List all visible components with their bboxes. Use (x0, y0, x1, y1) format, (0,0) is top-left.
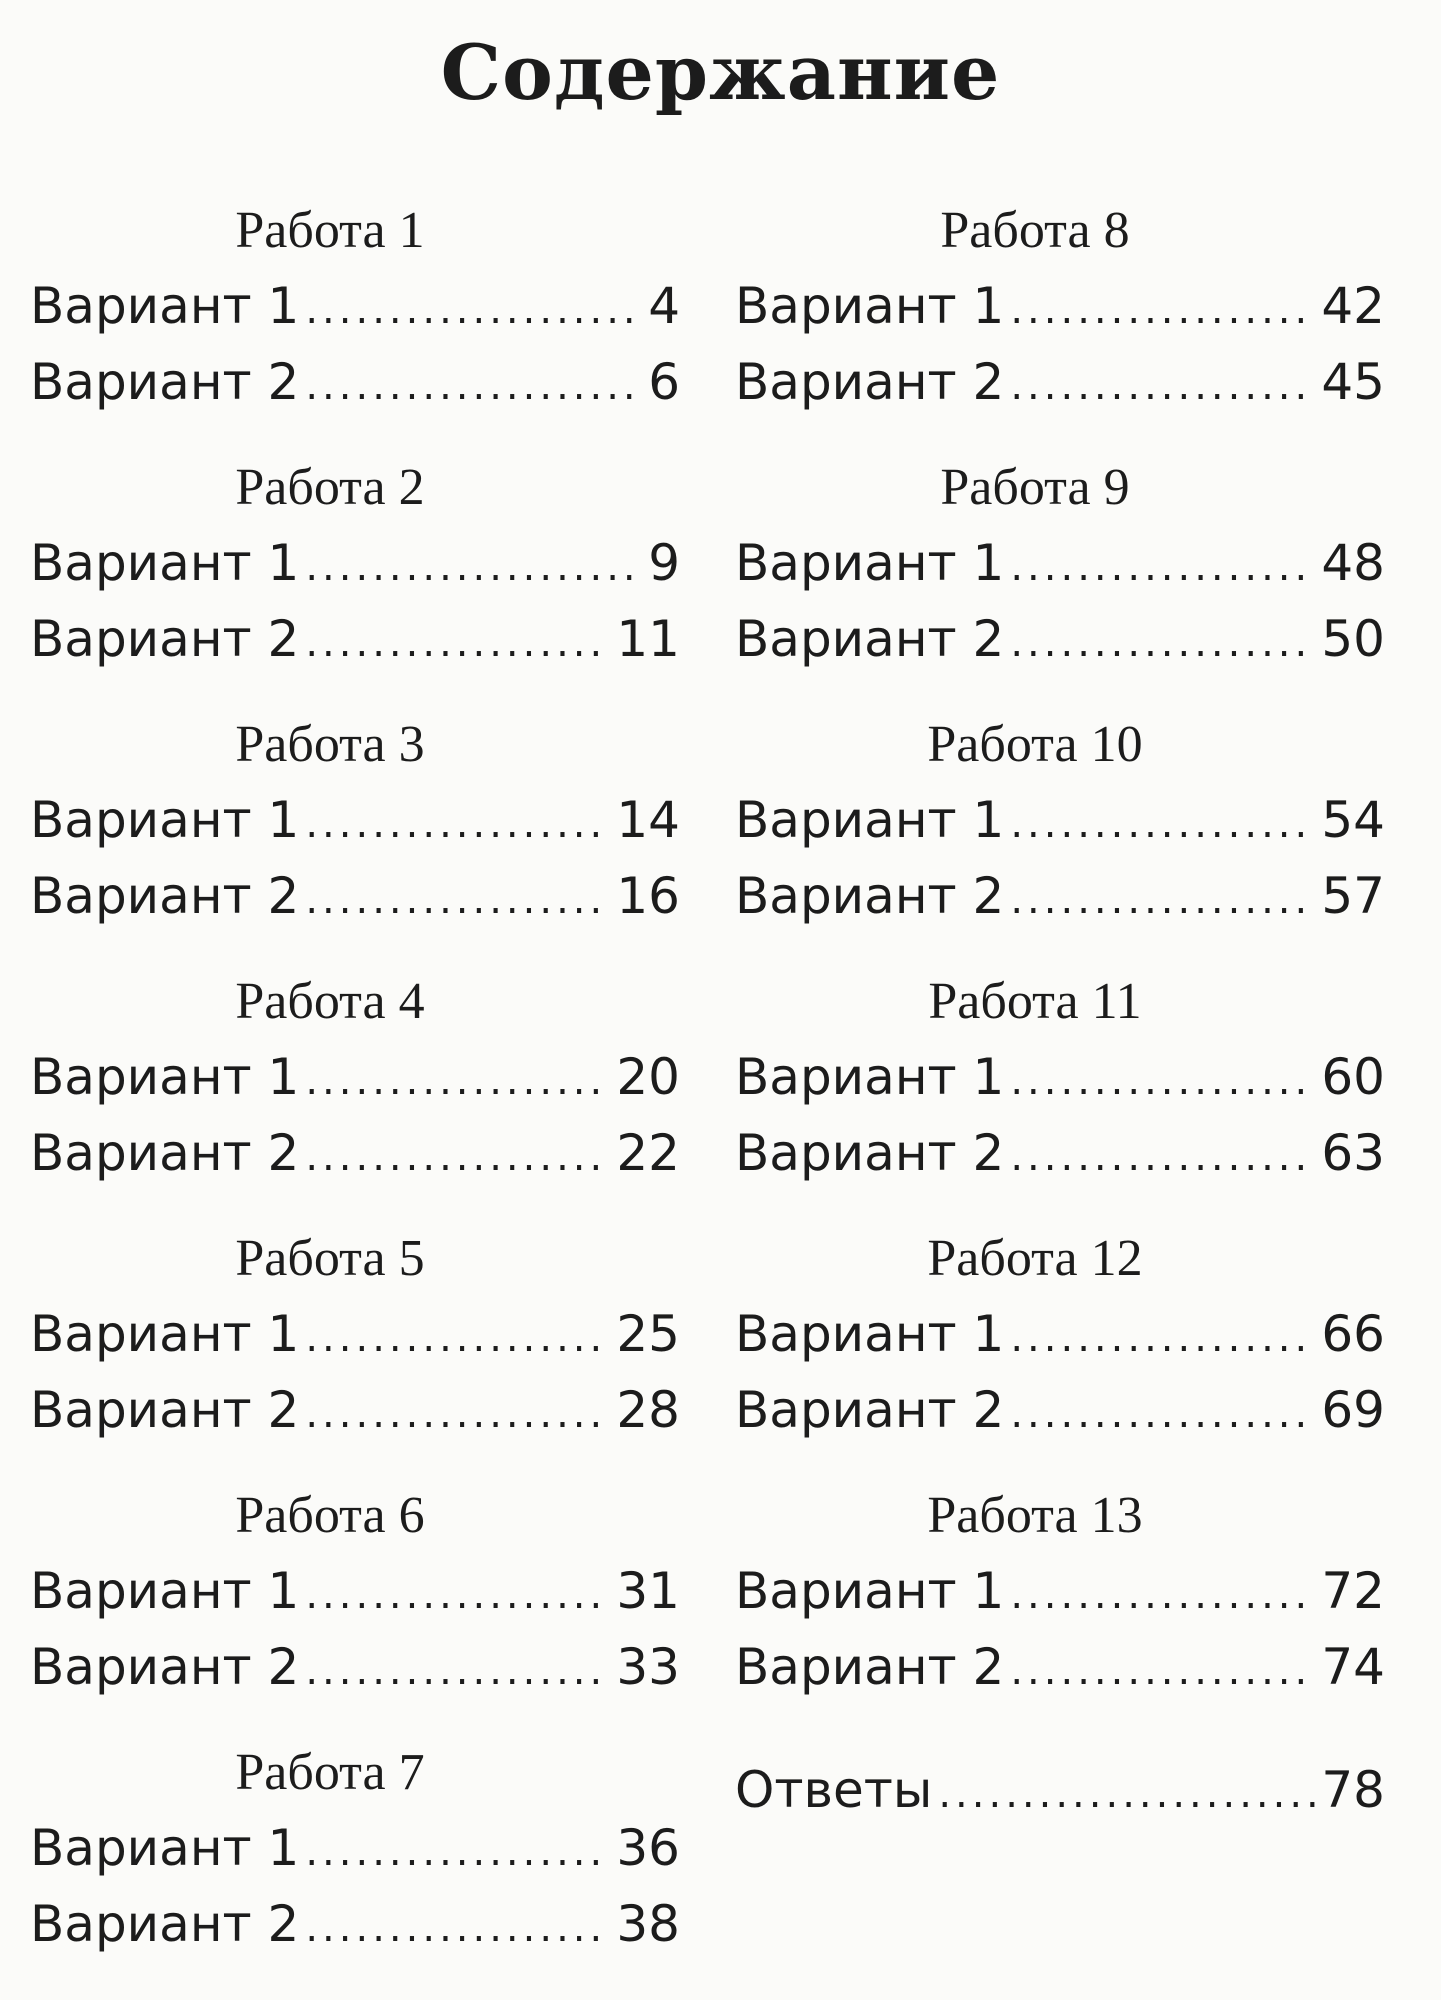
entry-page-number: 54 (1321, 791, 1385, 849)
dot-leader (1010, 1043, 1315, 1119)
toc-entry[interactable] (30, 1296, 680, 1372)
dot-leader (305, 1557, 610, 1633)
entry-page-number: 14 (616, 791, 680, 849)
toc-section (735, 457, 1385, 714)
entry-label: Вариант 1 (30, 534, 300, 592)
entry-page-number: 4 (648, 277, 680, 335)
section-title: Работа 9 (940, 459, 1130, 516)
entry-label: Ответы (735, 1761, 933, 1819)
section-title: Работа 12 (927, 1230, 1143, 1287)
toc-entry[interactable] (30, 1629, 680, 1705)
entry-page-number: 25 (616, 1305, 680, 1363)
section-title: Работа 3 (235, 716, 425, 773)
dot-leader (305, 529, 642, 605)
toc-entry[interactable] (30, 1810, 680, 1886)
entry-page-number: 74 (1321, 1638, 1385, 1696)
toc-section (30, 1228, 680, 1485)
entry-label: Вариант 1 (30, 791, 300, 849)
page-title: Содержание (440, 28, 1001, 117)
entry-label: Вариант 2 (735, 353, 1005, 411)
section-title: Работа 11 (928, 973, 1142, 1030)
dot-leader (305, 272, 642, 348)
section-title: Работа 5 (235, 1230, 425, 1287)
toc-entry[interactable] (735, 1372, 1385, 1448)
entry-page-number: 78 (1321, 1761, 1385, 1819)
section-title: Работа 2 (235, 459, 425, 516)
toc-section (30, 714, 680, 971)
toc-entry[interactable] (735, 268, 1385, 344)
dot-leader (305, 1043, 610, 1119)
dot-leader (1010, 348, 1315, 424)
entry-label: Вариант 1 (735, 1562, 1005, 1620)
toc-entry[interactable] (735, 601, 1385, 677)
toc-entry[interactable] (735, 344, 1385, 420)
entry-label: Вариант 1 (30, 277, 300, 335)
dot-leader (305, 1300, 610, 1376)
toc-entry[interactable] (30, 1039, 680, 1115)
toc-section (30, 971, 680, 1228)
entry-page-number: 63 (1321, 1124, 1385, 1182)
entry-label: Вариант 1 (735, 791, 1005, 849)
section-title: Работа 4 (235, 973, 425, 1030)
entry-page-number: 48 (1321, 534, 1385, 592)
dot-leader (305, 1119, 610, 1195)
toc-entry[interactable] (735, 1115, 1385, 1191)
toc-section (735, 714, 1385, 971)
entry-label: Вариант 1 (735, 534, 1005, 592)
dot-leader (1010, 1300, 1315, 1376)
entry-page-number: 28 (616, 1381, 680, 1439)
toc-right-column (735, 200, 1385, 1828)
section-title: Работа 6 (235, 1487, 425, 1544)
entry-page-number: 9 (648, 534, 680, 592)
entry-label: Вариант 2 (30, 610, 300, 668)
entry-page-number: 69 (1321, 1381, 1385, 1439)
dot-leader (305, 1633, 610, 1709)
entry-label: Вариант 2 (735, 1381, 1005, 1439)
toc-section (30, 200, 680, 457)
entry-page-number: 72 (1321, 1562, 1385, 1620)
toc-section (735, 200, 1385, 457)
toc-section (735, 1228, 1385, 1485)
toc-section (735, 971, 1385, 1228)
section-title: Работа 1 (235, 202, 425, 259)
section-title: Работа 8 (940, 202, 1130, 259)
dot-leader (1010, 1633, 1315, 1709)
toc-entry[interactable] (30, 344, 680, 420)
entry-page-number: 33 (616, 1638, 680, 1696)
toc-section (735, 1485, 1385, 1742)
entry-label: Вариант 2 (30, 353, 300, 411)
entry-page-number: 22 (616, 1124, 680, 1182)
toc-section (30, 457, 680, 714)
toc-entry[interactable] (30, 1553, 680, 1629)
entry-label: Вариант 2 (30, 1381, 300, 1439)
section-title: Работа 13 (927, 1487, 1143, 1544)
dot-leader (1010, 605, 1315, 681)
toc-entry-answers[interactable] (735, 1752, 1385, 1828)
dot-leader (1010, 786, 1315, 862)
dot-leader (305, 605, 610, 681)
dot-leader (938, 1756, 1315, 1832)
section-title: Работа 10 (927, 716, 1143, 773)
section-title: Работа 7 (235, 1744, 425, 1801)
entry-label: Вариант 2 (735, 1124, 1005, 1182)
entry-page-number: 50 (1321, 610, 1385, 668)
toc-entry[interactable] (735, 1629, 1385, 1705)
toc-entry[interactable] (30, 525, 680, 601)
toc-entry[interactable] (30, 1886, 680, 1962)
entry-label: Вариант 2 (30, 1895, 300, 1953)
toc-entry[interactable] (30, 601, 680, 677)
entry-label: Вариант 2 (735, 610, 1005, 668)
toc-entry[interactable] (735, 525, 1385, 601)
entry-label: Вариант 2 (30, 867, 300, 925)
toc-entry[interactable] (735, 782, 1385, 858)
entry-label: Вариант 1 (30, 1562, 300, 1620)
dot-leader (305, 1890, 610, 1966)
entry-page-number: 57 (1321, 867, 1385, 925)
entry-page-number: 60 (1321, 1048, 1385, 1106)
entry-page-number: 66 (1321, 1305, 1385, 1363)
toc-entry[interactable] (30, 1115, 680, 1191)
entry-label: Вариант 1 (30, 1048, 300, 1106)
dot-leader (1010, 272, 1315, 348)
toc-left-column (30, 200, 680, 1999)
dot-leader (305, 348, 642, 424)
dot-leader (305, 1376, 610, 1452)
entry-label: Вариант 2 (735, 1638, 1005, 1696)
toc-entry[interactable] (30, 1372, 680, 1448)
toc-section (30, 1485, 680, 1742)
entry-label: Вариант 1 (30, 1305, 300, 1363)
entry-page-number: 20 (616, 1048, 680, 1106)
entry-page-number: 6 (648, 353, 680, 411)
entry-label: Вариант 1 (735, 277, 1005, 335)
toc-section (30, 1742, 680, 1999)
entry-label: Вариант 1 (735, 1305, 1005, 1363)
entry-page-number: 16 (616, 867, 680, 925)
entry-page-number: 38 (616, 1895, 680, 1953)
entry-page-number: 42 (1321, 277, 1385, 335)
entry-label: Вариант 1 (735, 1048, 1005, 1106)
dot-leader (305, 1814, 610, 1890)
dot-leader (1010, 1557, 1315, 1633)
toc-entry[interactable] (30, 268, 680, 344)
entry-label: Вариант 2 (30, 1124, 300, 1182)
dot-leader (1010, 529, 1315, 605)
dot-leader (305, 786, 610, 862)
toc-entry[interactable] (30, 782, 680, 858)
entry-label: Вариант 2 (30, 1638, 300, 1696)
dot-leader (1010, 1376, 1315, 1452)
toc-entry[interactable] (735, 858, 1385, 934)
toc-entry[interactable] (735, 1039, 1385, 1115)
dot-leader (305, 862, 610, 938)
entry-page-number: 31 (616, 1562, 680, 1620)
dot-leader (1010, 862, 1315, 938)
entry-page-number: 45 (1321, 353, 1385, 411)
toc-entry[interactable] (735, 1553, 1385, 1629)
toc-entry[interactable] (30, 858, 680, 934)
dot-leader (1010, 1119, 1315, 1195)
entry-label: Вариант 2 (735, 867, 1005, 925)
entry-page-number: 11 (616, 610, 680, 668)
entry-page-number: 36 (616, 1819, 680, 1877)
toc-entry[interactable] (735, 1296, 1385, 1372)
entry-label: Вариант 1 (30, 1819, 300, 1877)
